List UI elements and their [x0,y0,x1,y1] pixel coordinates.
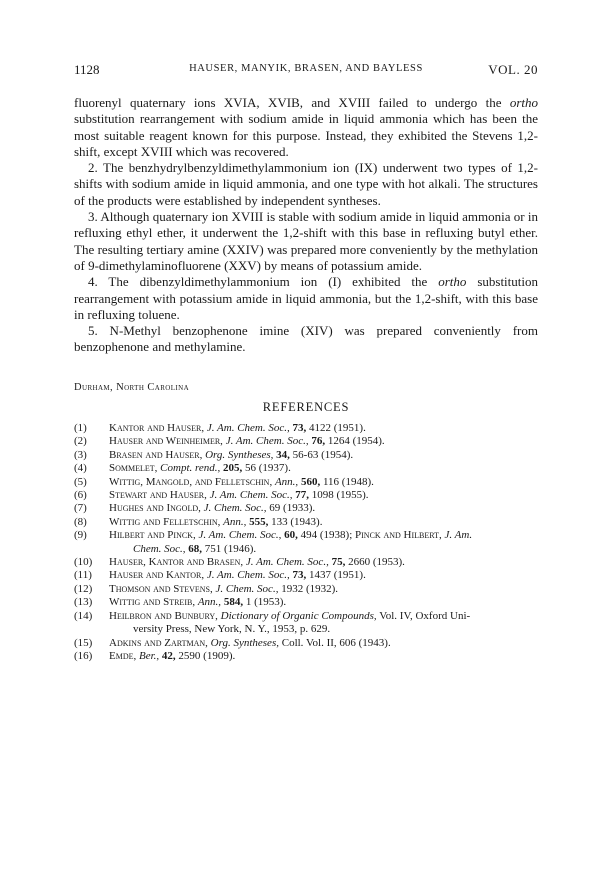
reference-item: (8) Wittig and Felletschin, Ann., 555, 133 (1943). [74,515,323,528]
summary-paragraph-3: 3. Although quaternary ion XVIII is stable with sodium amide in liquid ammonia or in refluxing ethyl ether, it underwent the 1,2-shift with this base in refluxing butyl ether. The resulting tertiary amine (XXIV) was prepared more conveniently by the methylation of 9-dimethylaminofluorene (XXV) by means of potassium amide. [74,209,538,273]
reference-item: (5) Wittig, Mangold, and Felletschin, Ann., 560, 116 (1948). [74,475,374,488]
reference-item: (1) Kantor and Hauser, J. Am. Chem. Soc., 73, 4122 (1951). [74,422,366,434]
reference-item: (15) Adkins and Zartman, Org. Syntheses, Coll. Vol. II, 606 (1943). [74,636,391,649]
reference-item: (6) Stewart and Hauser, J. Am. Chem. Soc., 77, 1098 (1955). [74,489,369,502]
page-number: 1128 [74,62,100,77]
location-signoff: Durham, North Carolina [74,382,190,393]
reference-item: (10) Hauser, Kantor and Brasen, J. Am. Chem. Soc., 75, 2660 (1953). [74,556,405,569]
reference-item: (13) Wittig and Streib, Ann., 584, 1 (1953). [74,596,287,609]
summary-paragraph-4: 4. The dibenzyldimethylammonium ion (I) exhibited the ortho substitution rearrangement with potassium amide in liquid ammonia, but the 1,2-shift, with this base in refluxing toluene. [74,274,539,322]
references-list [74,422,538,663]
reference-item: (9) Hilbert and Pinck, J. Am. Chem. Soc., 60, 494 (1938); Pinck and Hilbert, J. Am. Chem. Soc., 68, 751 (1946). [74,529,473,555]
reference-item: (14) Heilbron and Bunbury, Dictionary of Organic Compounds, Vol. IV, Oxford Uni- versity Press, New York, N. Y., 1953, p. 629. [74,609,471,636]
reference-item: (3) Brasen and Hauser, Org. Syntheses, 34, 56-63 (1954). [74,448,354,461]
reference-item: (4) Sommelet, Compt. rend., 205, 56 (1937). [74,462,291,475]
reference-item: (16) Emde, Ber., 42, 2590 (1909). [74,649,236,662]
running-head [74,62,538,78]
summary-paragraph-1: fluorenyl quaternary ions XVIA, XVIB, and XVIII failed to undergo the ortho substitution rearrangement with sodium amide in liquid ammonia which has been the most suitable reagent known for this purpose. Instead, they exhibited the Stevens 1,2-shift, except XVIII which was recovered. [74,95,538,159]
summary-paragraph-2: 2. The benzhydrylbenzyldimethylammonium ion (IX) underwent two types of 1,2-shifts with sodium amide in liquid ammonia, and one type with hot alkali. The structures of the products were established by independent syntheses. [74,160,538,208]
summary-text [74,95,538,356]
reference-item: (7) Hughes and Ingold, J. Chem. Soc., 69 (1933). [74,502,316,515]
reference-item: (2) Hauser and Weinheimer, J. Am. Chem. Soc., 76, 1264 (1954). [74,435,385,448]
references-heading: REFERENCES [262,400,350,414]
reference-item: (12) Thomson and Stevens, J. Chem. Soc., 1932 (1932). [74,582,339,595]
summary-paragraph-5: 5. N-Methyl benzophenone imine (XIV) was prepared conveniently from benzophenone and methylamine. [74,323,538,355]
reference-item: (11) Hauser and Kantor, J. Am. Chem. Soc., 73, 1437 (1951). [74,569,366,582]
running-head-authors: HAUSER, MANYIK, BRASEN, AND BAYLESS [189,63,423,74]
volume-label: VOL. 20 [488,62,538,77]
